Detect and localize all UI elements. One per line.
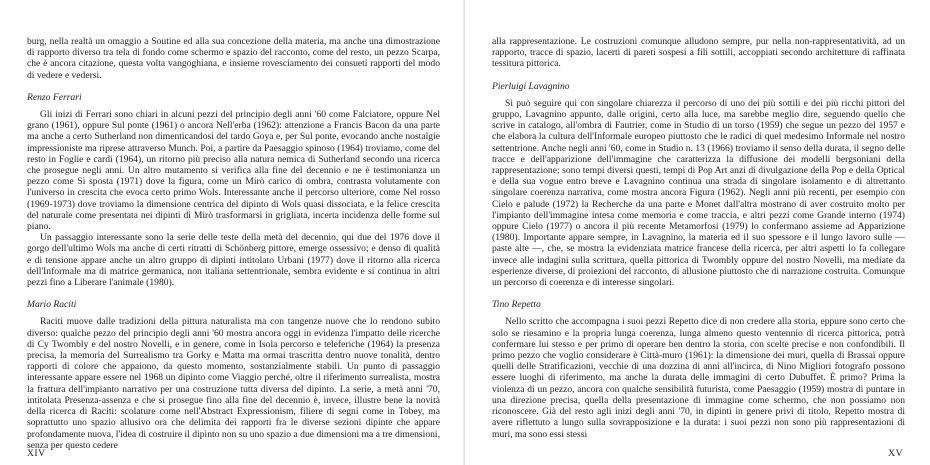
section-heading-mario-raciti: Mario Raciti	[27, 299, 77, 311]
left-text-column	[27, 36, 440, 451]
page-number-left: XIV	[27, 448, 46, 459]
section-heading-renzo-ferrari: Renzo Ferrari	[27, 91, 82, 103]
repetto-paragraph-1: Nello scritto che accompagna i suoi pezzi Repetto dice di non credere alla storia, eppure sono certo che solo se riesamino e la propria lunga coerenza, lunga almeno questo ventennio di ricerca pittorica, potrà confermare lui stesso e per primo di operare ben dentro la storia, con scelte precise e non confondibili. Il primo pezzo che voglio considerare è Città-muro (1961): la dimensione dei muri, quella di Brassaï oppure quelli delle Stratificazioni, vecchie di una dozzina di anni all'incirca, di Nino Migliori fotografo possono essere luoghi di riferimento, ma anche la durata delle immagini di certo Dubuffet. È primo? Prima la violenza di un pezzo, ancora con qualche sensibilità futurista, come Paesaggio (1959) mostra di puntare in una direzione precisa, quella della presentazione di immagine come schermo, che non possiamo non riconoscere. Già del resto agli inizi degli anni '70, in dipinti in genere privi di titolo, Repetto mostra di avere riflettuto a lungo sulla sovrapposizione e la durata: i suoi pezzi non sono più rappresentazioni di muri, ma sono essi stessi	[492, 316, 905, 440]
right-intro-paragraph: alla rappresentazione. Le costruzioni comunque alludono sempre, pur nella non-rappresentatività, ad un rapporto, tracce di spazio, lacerti di pareti sospesi a fili sottili, accoppiati secondo architetture di raffinata tessitura pittorica.	[492, 36, 905, 70]
left-intro-paragraph: burg, nella realtà un omaggio a Soutine ed alla sua concezione della materia, ma anche una dimostrazione di rapporto diverso tra tela di fondo come schermo e spazio del racconto, come del resto, un pezzo Scarpa, che è ancora citazione, questa volta vangoghiana, e insieme rovesciamento dei consueti rapporti del modo di vedere e vedersi.	[27, 36, 440, 81]
section-heading-pierluigi-lavagnino: Pierluigi Lavagnino	[492, 80, 570, 92]
lavagnino-paragraph-1: Si può seguire qui con singolare chiarezza il percorso di uno dei più sottili e dei più ricchi pittori del gruppo, Lavagnino appunto, dalle origini, certo alla luce, ma sarebbe meglio dire, seguendo quello che scrive in catalogo, all'ombra di Fautrier, come in Studio di un torso (1959) che segue un pezzo del 1957 e che elabora la cultura dell'Informale europeo piuttosto che le radici di quel medesimo Informale nel nostro settentrione. Anche negli anni '60, come in Studio n. 13 (1966) troviamo il senso della durata, il segno delle tracce e dell'apparizione dell'immagine che caratterizza la diffusione dei modelli bergsoniani della rappresentazione; sono tempi diversi questi, tempi di Pop Art anzi di divulgazione della Pop e della Optical e della sua vogue entro breve e Lavagnino continua una strada di singolare isolamento e di altrettanto singolare coerenza narrativa, come mostra ancora Figura (1962). Negli anni più recenti, per esempio con Cielo e palude (1972) la Recherche da una parte e Monet dall'altra mostrano di aver costruito molto per l'impianto dell'immagine intesa come memoria e come traccia, e altri pezzi come Grande interno (1974) oppure Cielo (1977) o ancora il più recente Metamorfosi (1979) lo confermano assieme ad Apparizione (1980). Importante appare sempre, in Lavagnino, la materia ed il suo spessore e il lungo lavoro sulle — paste alte —, che, se mostra la evidenziata matrice francese della ricerca, per altri aspetti lo fa collegare invece alle indagini sulla scrittura, quella pittorica di Twombly oppure del nostro Novelli, ma mediate da esperienze diverse, di proiezioni del racconto, di allusione piuttosto che di narrazione costruita. Comunque un percorso di coerenza e di interesse singolari.	[492, 97, 905, 289]
section-heading-tino-repetto: Tino Repetto	[492, 299, 541, 311]
right-text-column	[492, 36, 905, 440]
right-page	[465, 0, 930, 465]
raciti-paragraph-1: Raciti muove dalle tradizioni della pittura naturalista ma con tangenze nuove che lo rendono subito diverso: qualche pezzo del principio degli anni '60 mostra ancora oggi in evidenza l'impatto delle ricerche di Cy Twombly e del nostro Novelli, e in genere, come in Isola percorso e teleferiche (1964) la presenza precisa, la memoria del Surrealismo tra Gorky e Matta ma ormai trascritta dentro nuove tonalità, dentro rapporti di colore che appaiono, da questo momento, sostanzialmente stabili. Un punto di passaggio interessante appare essere nel 1968 un dipinto come Viaggio perché, oltre il riferimento surrealista, mostra la frattura dell'impianto narrativo per una costruzione tutta diversa del dipinto. La serie, a metà anni '70, intitolata Presenza-assenza e che si prosegue fino alla fine del decennio è, invece, illustre bene la novità della ricerca di Raciti: scolature come nell'Abstract Expressionism, filiere di segni come in Tobey, ma soprattutto uno spazio allusivo ora che delimita dei rapporti fra le diverse sezioni dipinte che appare profondamente nuova, l'idea di costruire il dipinto non su uno spazio a due dimensioni ma a tre dimensioni, senza per questo cedere	[27, 316, 440, 451]
ferrari-paragraph-2: Un passaggio interessante sono la serie delle teste della metà del decennio, qui due del 1976 dove il gorgo dell'ultimo Wols ma anche di certi ritratti di Schönberg pittore, emerge ossessivo; e denso di qualità e di tensione appare anche un altro gruppo di dipinti intitolato Urbani (1977) dove il ritorno alla ricerca dell'Informale ma di matrice germanica, non italiana settentrionale, sembra evidente e si continua in altri pezzi fino a Liberare l'animale (1980).	[27, 232, 440, 289]
ferrari-paragraph-1: Gli inizi di Ferrari sono chiari in alcuni pezzi del principio degli anni '60 come Falciatore, oppure Nel grano (1961), oppure Sul ponte (1961) o ancora Nell'erba (1962): attenzione a Francis Bacon da una parte ma anche a certo Sutherland non dimenticandosi del tardo Goya e, per Sul ponte, evocando anche nostalgie impressioniste ma riprese attraverso Munch. Poi, a partire da Paesaggio spinoso (1964) troviamo, come del resto in Foglie e cardi (1964), un ritorno più preciso alla natura nemica di Sutherland secondo una ricerca che prosegue negli anni. Un altro mutamento si verifica alla fine del decennio e ne è testimonianza un pezzo come Si sposta (1971) dove la figura, come un Mirò carico di ombra, contrasta volutamente con l'universo in crescita che evoca certo primo Wols. Interessante anche il percorso ulteriore, come Nel rosso (1969-1973) dove troviamo la dimensione centrica del dipinto di Wols quasi dissociata, e la felice crescita del naturale come presentata nei dipinti di Mirò trasformarsi in grigliata, incerta incidenza delle forme sul piano.	[27, 109, 440, 233]
page-number-right: XV	[888, 448, 903, 459]
